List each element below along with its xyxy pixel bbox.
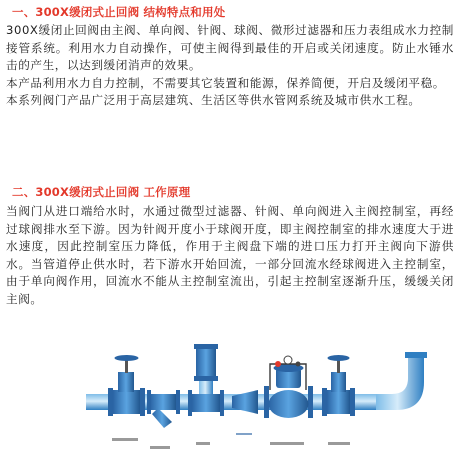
gate-valve-right <box>322 355 355 416</box>
section2-heading: 二、300X缓闭式止回阀 工作原理 <box>12 185 191 199</box>
section1-body <box>6 22 454 110</box>
component-label-markers <box>112 438 350 449</box>
reducer <box>232 390 258 414</box>
section1-paragraph: 本产品利用水力自力控制，不需要其它装置和能源，保养简便，开启及缓闭平稳。 <box>6 75 445 90</box>
pump-column <box>188 344 224 416</box>
gate-valve-left <box>108 355 145 416</box>
y-strainer <box>147 390 180 428</box>
section1-paragraph: 本系列阀门产品广泛用于高层建筑、生活区等供水管网系统及城市供水工程。 <box>6 93 421 108</box>
main-check-valve <box>264 356 313 418</box>
valve-installation-diagram <box>0 338 460 459</box>
section1-heading: 一、300X缓闭式止回阀 结构特点和用处 <box>12 5 226 19</box>
section2-body <box>6 203 454 309</box>
section1-paragraph: 300X缓闭止回阀由主阀、单向阀、针阀、球阀、微形过滤器和压力表组成水力控制接管系统。利用水力自动操作，可使主阀得到最佳的开启或关闭速度。防止水锤水击的产生，以达到缓闭消声的效果。 <box>6 23 454 73</box>
elbow-pipe <box>376 356 424 410</box>
section2-paragraph: 当阀门从进口端给水时，水通过微型过滤器、针阀、单向阀进入主阀控制室，再经过球阀排水至下游。因为针阀开度小于球阀开度，即主阀控制室的排水速度大于进水速度，因此控制室压力降低，作用于主阀盘下端的进口压力打开主阀向下游供水。当管道停止供水时，若下游水开始回流，一部分回流水经球阀进入主控制室，由于单向阀作用，回流水不能从主控制室流出，引起主控制室逐渐升压，缓缓关闭主阀。 <box>6 204 454 306</box>
